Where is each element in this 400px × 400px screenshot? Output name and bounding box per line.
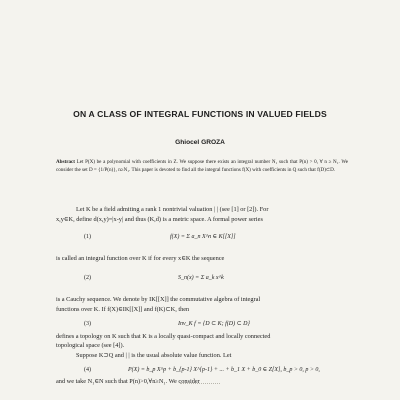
equation-2: S_n(x) = Σ a_k x^k — [178, 275, 224, 281]
body-line-9: and we take N₁∈N such that P(n)>0,∀n≥N₁. We consider — [56, 378, 200, 385]
equation-number-3: (3) — [84, 321, 91, 327]
body-line-4: is a Cauchy sequence. We denote by IK[[X]] the commutative algebra of integral — [56, 296, 261, 303]
scan-artifact — [180, 383, 220, 387]
equation-3: Inv_K f = {D ⊂ K; f(D) ⊂ D} — [178, 321, 250, 327]
abstract-label: Abstract — [56, 159, 75, 165]
body-line-1: Let K be a field admiting a rank 1 nontrivial valuation | | (see [1] or [2]). For — [76, 206, 269, 213]
body-line-7: topological space (see [4]). — [56, 342, 125, 349]
paper-title: ON A CLASS OF INTEGRAL FUNCTIONS IN VALUED FIELDS — [73, 109, 327, 119]
body-line-2: x,y∈K, define d(x,y)=|x-y| and thus (K,d) is a metric space. A formal power series — [56, 216, 263, 223]
abstract-text: Let P(X) be a polynomial with coefficients in Z. We suppose there exists an integral number N₁ such that P(n) > 0, ∀ n ≥ N₁. We consider the set D = {1/P(n)}, n≥N₁. This paper is devoted to find all the integral functions f(X) with coefficients in Q such that f(D)⊂D. — [56, 159, 348, 174]
paper-author: Ghiocel GROZA — [175, 139, 225, 146]
equation-number-2: (2) — [84, 275, 91, 281]
equation-number-4: (4) — [84, 367, 91, 373]
equation-number-1: (1) — [84, 234, 91, 240]
body-line-8: Suppose K⊃Q and | | is the usual absolute value function. Let — [76, 352, 232, 359]
abstract-block — [56, 158, 348, 174]
body-line-5: functions over K. If f(X)∈IK[[X]] and f(K)⊂K, then — [56, 306, 190, 313]
equation-4: P(X) = b_p X^p + b_{p-1} X^{p-1} + ... + b_1 X + b_0 ∈ Z[X], b_p > 0, p > 0, — [128, 367, 320, 373]
body-line-3: is called an integral function over K if for every x∈K the sequence — [56, 255, 225, 262]
equation-1: f(X) = Σ a_n X^n ∈ K[[X]] — [170, 234, 236, 240]
body-line-6: defines a topology on K such that K is a locally quasi-compact and locally connected — [56, 333, 271, 340]
